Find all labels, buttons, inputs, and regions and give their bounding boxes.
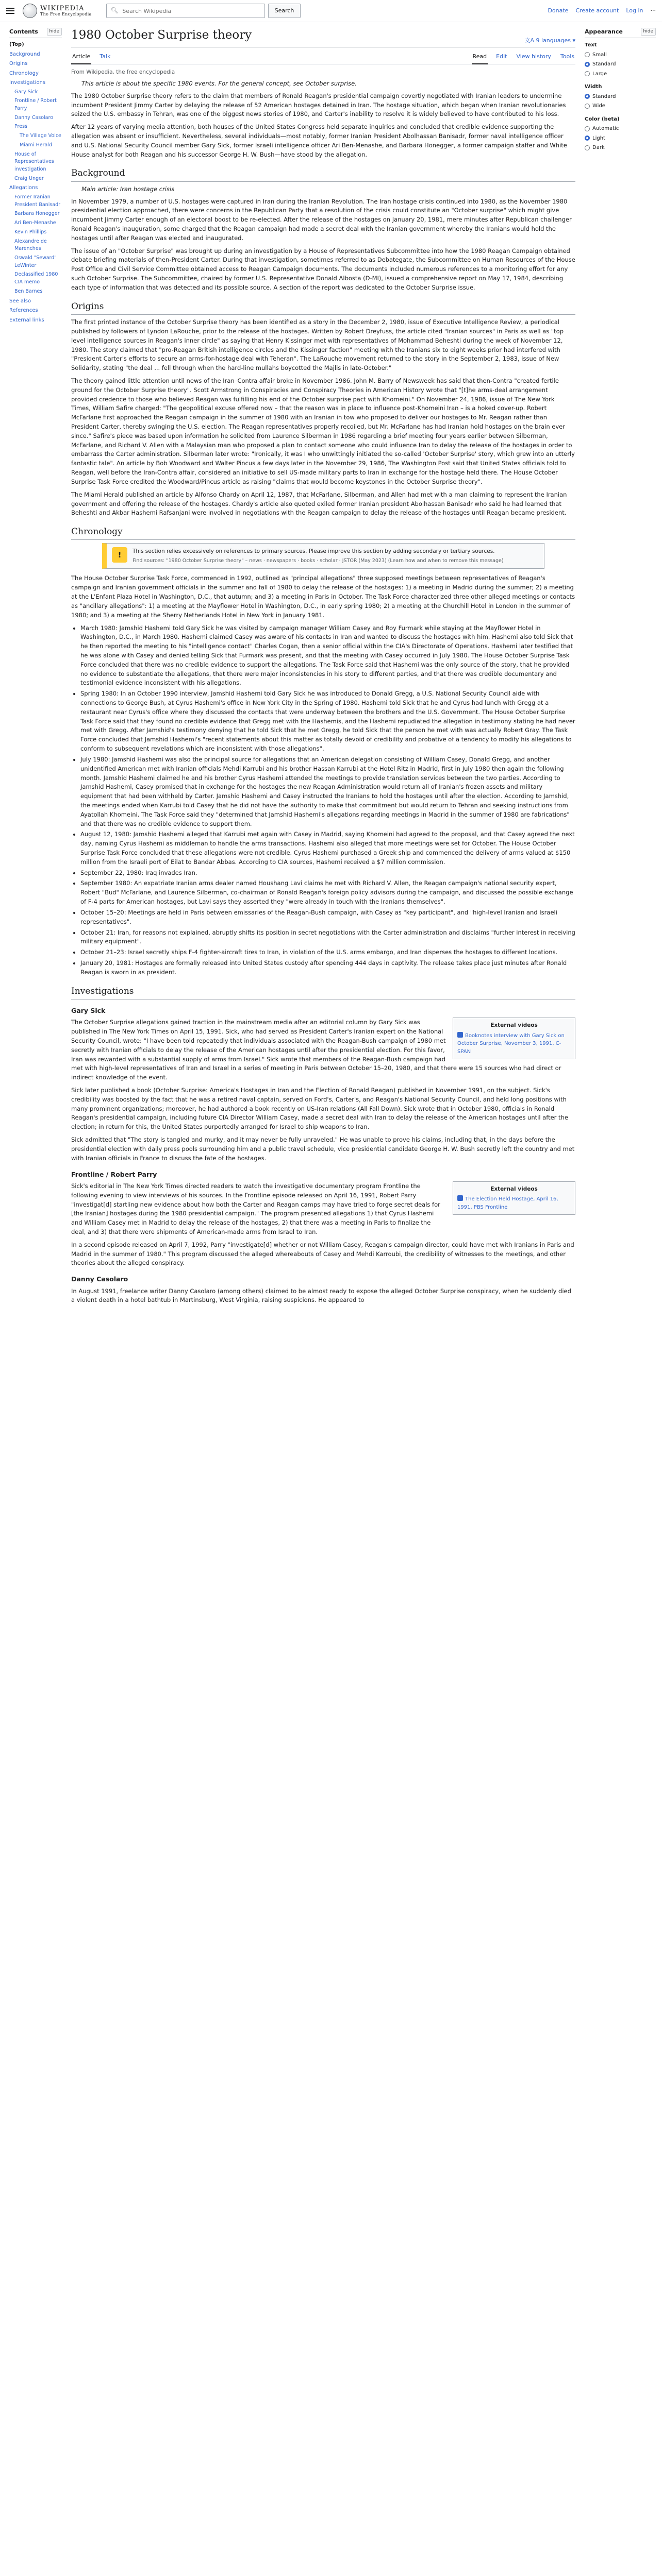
warning-icon: !: [112, 547, 127, 563]
languages-label: 9 languages: [536, 37, 571, 44]
text-size-radio[interactable]: [585, 60, 656, 69]
subsection-heading-frontline: Frontline / Robert Parry: [71, 1170, 157, 1178]
radio-circle-icon: [585, 52, 590, 57]
text-size-radio-label: Large: [592, 71, 607, 77]
toc-header: [9, 27, 62, 38]
search-input[interactable]: [121, 7, 260, 15]
width-radio[interactable]: [585, 93, 656, 101]
wordmark-text: WIKIPEDIA: [40, 4, 85, 12]
tab-article[interactable]: Article: [71, 49, 91, 64]
tab-read[interactable]: Read: [472, 49, 488, 64]
frontline-paragraph: Sick's editorial in The New York Times directed readers to watch the investigative documentary program Frontline the following evening to view interviews of his sources. In the Frontline episode released on April 16, 1991, Robert Parry "investigat[d] startling new evidence about how both the Carter and Reagan camps may have tried to forge secret deals for [the Iranian] hostages during the 1980 presidential campaign." The program presented allegations 1) that Cyrus Hashemi and William Casey met in Madrid to delay the release of the hostages, 2) that there was a meeting in Paris to finalize the deal, and 3) that there were shipments of American-made arms from Israel to Iran.: [71, 1182, 440, 1235]
toc-item[interactable]: See also: [9, 298, 31, 304]
external-video-link[interactable]: Booknotes interview with Gary Sick on October Surprise, November 3, 1991, C-SPAN: [457, 1032, 565, 1055]
frontline-paragraph: In a second episode released on April 7, 1992, Parry "investigate[d] whether or not William Casey, Reagan's campaign director, could have met with Iranians in Paris and Madrid in the summer of 1980." This program discussed the alleged whereabouts of Casey and Mehdi Karroubi, the credibility of witnesses to the meetings, and other theories about the alleged conspiracy.: [71, 1241, 574, 1267]
radio-circle-icon: [585, 126, 590, 131]
toc-item[interactable]: Craig Unger: [14, 175, 44, 181]
background-paragraph: The issue of an "October Surprise" was brought up during an investigation by a House of Representatives Subcommittee into how the 1980 Reagan Campaign obtained debate briefing materials of then-President Carter. During that investigation, sometimes referred to as Debategate, the Subcommittee on Human Resources of the House Post Office and Civil Service Committee obtained access to Reagan Campaign documents. The documents included numerous references to a monitoring effort for any such October Surprise. The Subcommittee, chaired by former U.S. Representative Donald Albosta (D-MI), issued a comprehensive report on May 17, 1984, describing each type of information that was detected and its possible source. A section of the report was dedicated to the October Surprise issue.: [71, 247, 575, 291]
color-radio[interactable]: [585, 134, 656, 143]
toc-item[interactable]: (Top): [9, 42, 24, 48]
intro-paragraph: After 12 years of varying media attention, both houses of the United States Congress held separate inquiries and concluded that credible evidence supporting the allegation was absent or insufficient. Nevertheless, several individuals—most notably, former Iranian President Abolhassan Banisadr, former naval intelligence officer and U.S. National Security Council member Gary Sick, former Israeli intelligence officer Ari Ben-Menashe, and Barbara Honegger, a former campaign staffer and White House analyst for both Reagan and his successor George H. W. Bush—have stood by the allegation.: [71, 123, 567, 158]
toc-item[interactable]: Danny Casolaro: [14, 114, 54, 121]
origins-paragraph: The first printed instance of the October Surprise theory has been identified as a story in the December 2, 1980, issue of Executive Intelligence Review, a periodical published by followers of Lyndon LaRouche, prior to the release of the hostages. Written by Robert Dreyfuss, the article cited "Iranian sources" in Paris as well as "top level intelligence sources in Reagan's inner circle" as saying that Henry Kissinger met with representatives of Mohammad Beheshti during the week of November 12, 1980. The story claimed that "pro-Reagan British intelligence circles and the Kissinger faction" meeting with the Iranians six to eight weeks prior had interfered with "President Carter's efforts to secure an arms-for-hostage deal with Teheran". The LaRouche movement returned to the story in the September 2, 1983, issue of New Solidarity, stating "the deal ... fell through when the hard-line mullahs boycotted the Majlis in late-October.": [71, 318, 564, 372]
text-size-radio[interactable]: [585, 51, 656, 59]
chronology-item: • October 15–20: Meetings are held in Paris between emissaries of the Reagan-Bush campaign, with Casey as "key participant", and "high-level Iranian and Israeli representatives".: [80, 908, 575, 927]
tab-view-history[interactable]: View history: [516, 53, 551, 60]
color-label: Color (beta): [585, 116, 620, 122]
section-heading-background: Background: [71, 166, 575, 181]
page-tabs: [71, 49, 575, 65]
radio-circle-icon: [585, 71, 590, 76]
text-size-radio-label: Standard: [592, 61, 616, 67]
article-content: [62, 22, 585, 1309]
notice-find-sources[interactable]: Find sources: "1980 October Surprise theory" – news · newspapers · books · scholar · JSTOR (May 2023) (Learn how and when to remove this message): [133, 557, 504, 564]
gary-sick-paragraph: The October Surprise allegations gained traction in the mainstream media after an editorial column by Gary Sick was published in The New York Times on April 15, 1991. Sick, who had served as President Carter's Iranian expert on the National Security Council, wrote: "I have been told repeatedly that individuals associated with the Reagan-Bush campaign of 1980 met secretly with Iranian officials to delay the release of the American hostages until after the presidential election. For this favor, Iran was rewarded with a substantial supply of arms from Israel." Sick wrote that members of the Reagan-Bush campaign had met with high-level representatives of Iran and Israel in a series of meeting in Paris between October 15–20, 1980, and that there were 15 sources who had direct or indirect knowledge of the event.: [71, 1019, 561, 1081]
external-videos-title: External videos: [490, 1022, 538, 1029]
chronology-item: • March 1980: Jamshid Hashemi told Gary Sick he was visited by campaign manager William Casey and Roy Furmark while staying at the Mayflower Hotel in Washington, D.C., in March 1980. Hashemi claimed Casey was aware of his contacts in Iran and wanted to discuss the hostages with him. Hashemi also told Sick that he then reported the meeting to his "intelligence contact" Charles Cogan, then a senior official within the CIA's Directorate of Operations. Hashemi later testified that he was alone with Casey and denied telling Sick that Furmark was present, and that the meeting with Casey occurred in July 1980. The House October Surprise Task Force concluded that there was no credible evidence to support the allegations. The Task Force said that Hashemi was the only source of the story, that he provided no evidence to substantiate the allegations, that there were major inconsistencies in his story to different parties, and that there was credible documentary and testimonial evidence inconsistent with his allegations.: [80, 624, 575, 688]
toc-item[interactable]: References: [9, 308, 38, 314]
toc-hide-button[interactable]: hide: [47, 28, 62, 36]
external-videos-box: [453, 1181, 575, 1215]
chronology-item: • September 22, 1980: Iraq invades Iran.: [80, 869, 575, 878]
wikipedia-logo[interactable]: [23, 4, 92, 18]
width-label: Width: [585, 84, 602, 90]
table-of-contents: [0, 22, 62, 1309]
tab-edit[interactable]: Edit: [496, 53, 507, 60]
user-links: [548, 6, 656, 15]
width-group: [585, 83, 656, 110]
chronology-item: • August 12, 1980: Jamshid Hashemi alleged that Karrubi met again with Casey in Madrid, saying Khomeini had agreed to the proposal, and that Casey agreed the next day, naming Cyrus Hashemi as middleman to handle the arms transactions. Hashemi also alleged that more meetings were set for October. The House October Surprise Task Force concluded that these allegations were not credible. Cyrus Hashemi purchased a Greek ship and commenced the delivery of arms valued at $150 million from the Israeli port of Eilat to Bandar Abbas. According to CIA sources, Hashemi received a $7 million commission.: [80, 830, 575, 867]
chronology-item: • October 21–23: Israel secretly ships F-4 fighter-aircraft tires to Iran, in violation of the U.S. arms embargo, and Iran disperses the hostages to different locations.: [80, 948, 575, 957]
toc-item[interactable]: Gary Sick: [14, 89, 38, 95]
text-size-label: Text: [585, 42, 597, 48]
background-paragraph: In November 1979, a number of U.S. hostages were captured in Iran during the Iranian Revolution. The Iran hostage crisis continued into 1980, as the November 1980 presidential election approached, there were concerns in the Republican Party that a resolution of the crisis could constitute an "October surprise" which might give incumbent Jimmy Carter enough of an electoral boost to be re-elected. After the release of the hostages on January 20, 1981, mere minutes after Republican challenger Ronald Reagan's inauguration, some charged that the Reagan campaign had made a secret deal with the Iranian government whereby the Iranians would hold the hostages until after Reagan was elected and inaugurated.: [71, 197, 572, 242]
toc-item[interactable]: Chronology: [9, 70, 39, 76]
page-title: 1980 October Surprise theory: [71, 28, 252, 42]
site-header: [0, 0, 662, 22]
radio-circle-icon: [585, 104, 590, 109]
toc-item[interactable]: Kevin Phillips: [14, 229, 47, 235]
hatnote: This article is about the specific 1980 events. For the general concept, see October surprise.: [81, 79, 357, 87]
toc-item[interactable]: Alexandre de Marenches: [14, 238, 47, 252]
toc-item[interactable]: House of Representatives investigation: [14, 151, 54, 173]
toc-item[interactable]: Ari Ben-Menashe: [14, 220, 56, 226]
title-row: [71, 26, 575, 47]
more-options-icon[interactable]: ···: [650, 7, 656, 14]
radio-circle-icon: [585, 135, 590, 141]
color-radio[interactable]: [585, 125, 656, 133]
radio-circle-icon: [585, 145, 590, 150]
chronology-item: • January 20, 1981: Hostages are formally released into United States custody after spending 444 days in captivity. The release takes place just minutes after Ronald Reagan is sworn in as president.: [80, 959, 575, 977]
chronology-item: • Spring 1980: In an October 1990 interview, Jamshid Hashemi told Gary Sick he was introduced to Donald Gregg, a U.S. National Security Council aide with connections to George Bush, at Cyrus Hashemi's office in New York City in the Spring of 1980. Hashemi told Sick that he and Cyrus had lunch with Gregg at a restaurant near Cyrus's office where they discussed the contacts that were underway between the brothers and the U.S. Government. The House October Surprise Task Force said that they found no credible evidence that Gregg met with the Hashemis, and the Hashemi repudiated the allegation in testimony stating he had never met with Gregg. After Jamshid's testimony denying that he told Sick that he met Gregg, he told Sick that the person he met with was actually Robert Gray. The Task Force concluded that Jamshid Hashemi's "recent statements about this matter as totally devoid of credibility and probative of a tendency to modify his allegations to conform to subsequent revelations which are inconsistent with those allegations".: [80, 689, 575, 754]
toc-list: [9, 41, 62, 324]
video-icon: [457, 1032, 463, 1038]
section-heading-origins: Origins: [71, 300, 575, 315]
section-heading-chronology: Chronology: [71, 525, 575, 540]
search-box[interactable]: [106, 4, 265, 18]
color-radio-label: Light: [592, 135, 605, 141]
origins-paragraph: The Miami Herald published an article by Alfonso Chardy on April 12, 1987, that McFarlane, Silberman, and Allen had met with a man claiming to represent the Iranian government and offering the release of the hostages. Chardy's article also quoted exiled former Iranian president Abolhassan Banisadr who said he had learned that Beheshti and Akbar Hashemi Rafsanjani were involved in negotiations with the Reagan campaign to delay the release of the hostages until Reagan became president.: [71, 490, 567, 517]
wordmark: [40, 5, 92, 16]
external-video-link[interactable]: The Election Held Hostage, April 16, 1991, PBS Frontline: [457, 1196, 558, 1210]
subsection-heading-casolaro: Danny Casolaro: [71, 1275, 128, 1283]
search-button[interactable]: Search: [268, 4, 301, 18]
toc-title: Contents: [9, 28, 38, 35]
chronology-item: • July 1980: Jamshid Hashemi was also the principal source for allegations that an American delegation consisting of William Casey, Donald Gregg, and another unidentified American met with Iranian officials Mehdi Karrubi and his brother Hassan Karrubi at the Hotel Ritz in Madrid, first in July 1980 then again the following month. Jamshid Hashemi claimed he and his brother Cyrus Hashemi attended the meetings to provide translation services between the two parties. According to Jamshid Hashemi, Casey promised that in exchange for the hostages the new Reagan Administration would return all of Iranian's frozen assets and military equipment that had been withheld by Carter. Jamshid Hashemi and Casey instructed the Iranians to hold the hostages until after the election. According to Jamshid, the meetings ended when Karrubi told Casey that he did not have the authority to make that commitment but would return to Tehran and seeking instructions from Ayatollah Khomeini. The Task Force said they "determined that Jamshid Hashemi's allegations regarding meetings in Madrid in the summer of 1980 are fabrications" and that there was no credible evidence to support them.: [80, 755, 575, 829]
toc-item[interactable]: Frontline / Robert Parry: [14, 98, 57, 111]
radio-circle-icon: [585, 94, 590, 99]
toc-item[interactable]: Background: [9, 51, 40, 57]
width-radio[interactable]: [585, 102, 656, 110]
toc-item[interactable]: Ben Barnes: [14, 288, 43, 294]
chronology-item: • September 1980: An expatriate Iranian arms dealer named Houshang Lavi claims he met with Richard V. Allen, the Reagan campaign's national security expert, Robert "Bud" McFarlane, and Laurence Silberman, co-chairman of Ronald Reagan's foreign policy advisors during the campaign, and discussed the possible exchange of F-4 parts for American hostages, but Lavi says they asserted they "were already in touch with the Iranians themselves".: [80, 879, 575, 906]
color-radio-label: Dark: [592, 145, 605, 151]
color-group: [585, 115, 656, 152]
log-in-link[interactable]: Log in: [626, 7, 643, 14]
toc-item[interactable]: Press: [14, 124, 28, 130]
tab-talk[interactable]: Talk: [100, 53, 111, 60]
appearance-panel: [585, 22, 662, 1309]
subsection-heading-gary-sick: Gary Sick: [71, 1006, 106, 1014]
external-videos-title: External videos: [490, 1185, 538, 1192]
gary-sick-paragraph: Sick admitted that "The story is tangled and murky, and it may never be fully unraveled." He was unable to prove his claims, including that, in the days before the presidential election with daily press pools surrounding him and a public travel schedule, vice presidential candidate George H. W. Bush secretly left the country and met with Iranian officials in France to discuss the fate of the hostages.: [71, 1136, 575, 1162]
donate-link[interactable]: Donate: [548, 7, 569, 14]
toc-item[interactable]: Oswald "Seward" LeWinter: [14, 255, 57, 268]
color-radio[interactable]: [585, 144, 656, 152]
video-icon: [457, 1195, 463, 1201]
main-menu-icon[interactable]: [6, 5, 18, 16]
toc-item[interactable]: External links: [9, 317, 44, 323]
toc-item[interactable]: Origins: [9, 61, 28, 67]
primary-sources-notice: [102, 543, 544, 569]
toc-item[interactable]: Miami Herald: [20, 142, 52, 148]
width-radio-label: Standard: [592, 93, 616, 99]
toc-item[interactable]: Declassified 1980 CIA memo: [14, 272, 58, 285]
chronology-list: [80, 624, 575, 977]
text-size-group: [585, 41, 656, 78]
toc-item[interactable]: Former Iranian President Banisadr: [14, 194, 61, 208]
external-videos-box: [453, 1018, 575, 1059]
from-wikipedia: From Wikipedia, the free encyclopedia: [71, 69, 175, 75]
notice-text: This section relies excessively on references to primary sources. Please improve this section by adding secondary or tertiary sources.: [133, 548, 495, 555]
toc-item[interactable]: The Village Voice: [20, 133, 61, 139]
origins-paragraph: The theory gained little attention until news of the Iran–Contra affair broke in November 1986. John M. Barry of Newsweek has said that then-Contra "created fertile ground for the October Surprise theory". Scott Armstrong in Conspiracies and Conspiracy Theories in American History wrote that "[t]he arms-deal arrangement provided credence to those who believed Reagan was fulfilling his end of the October surprise pact with Khomeini." On November 24, 1986, issue of The New York Times, William Safire charged: "The geopolitical excuse offered now – that the reason was in place to influence post-Khomeini Iran – is a hoked cover-up. Robert McFarlane first approached the Reagan campaign in the summer of 1980 with an Iranian in tow who proposed to deliver our hostages to Mr. Reagan rather than President Carter, thereby swinging the U.S. election. The Reagan representatives properly recoiled, but Mr. McFarlane has had Iranian hold hostages on the brain ever since." Safire's piece was based upon information he solicited from Laurence Silberman in 1986 regarding a brief meeting four years earlier between Silberman, McFarlane, and Richard V. Allen with a Malaysian man who proposed a plan to contact someone who could influence Iran to delay the release of the hostages in order to embarrass the Carter administration. Silberman later wrote: "Ironically, it was I who unwittingly initiated the so-called 'October Surprise' story, which grew into an utterly fantastic tale". An article by Bob Woodward and Walter Pincus a few days later in the November 29, 1986, The Washington Post said that United States officials told to Reagan, well before the Iran-Contra affair, considered an initiative to sell US-made military parts to Iran in exchange for the hostage held there. The House October Surprise Task Force credited the Woodward/Pincus article as raising "claims that would become keystones in the October Surprise theory".: [71, 377, 575, 485]
create-account-link[interactable]: Create account: [575, 7, 619, 14]
radio-circle-icon: [585, 62, 590, 67]
search-icon: 🔍︎: [110, 7, 119, 14]
tab-tools[interactable]: Tools: [560, 53, 574, 60]
chronology-item: • October 21: Iran, for reasons not explained, abruptly shifts its position in secret negotiations with the Carter administration and disclaims "further interest in receiving military equipment".: [80, 928, 575, 947]
text-size-radio-label: Small: [592, 52, 607, 58]
text-size-radio[interactable]: [585, 70, 656, 78]
width-radio-label: Wide: [592, 103, 605, 109]
main-article-note: Main article: Iran hostage crisis: [81, 185, 175, 193]
intro-paragraph: The 1980 October Surprise theory refers to the claim that members of Ronald Reagan's presidential campaign covertly negotiated with Iranian leaders to undermine incumbent President Jimmy Carter by delaying the release of 52 American hostages detained in Iran. The hostage situation, which began when Iranian revolutionaries seized the U.S. embassy in Tehran, was one of the biggest news stories of 1980, and Carter's inability to resolve it is widely believed to have contributed to his loss.: [71, 92, 566, 118]
tagline: The Free Encyclopedia: [40, 11, 92, 16]
appearance-title: Appearance: [585, 28, 623, 35]
appearance-hide-button[interactable]: hide: [641, 28, 656, 36]
gary-sick-paragraph: Sick later published a book (October Surprise: America's Hostages in Iran and the Election of Ronald Reagan) published in November 1991, on the subject. Sick's credibility was boosted by the fact that he was a retired naval captain, served on Ford's, Carter's, and Reagan's National Security Council, and held long positions with many prominent organizations; moreover, he had authored a book recently on US-Iran relations (All Fall Down). Sick wrote that in October 1980, officials in Ronald Reagan's presidential campaign, including future CIA Director William Casey, made a secret deal with Iran to delay the release of the American hostages until after the election; in return for this, the United States purportedly arranged for Israel to ship weapons to Iran.: [71, 1087, 568, 1131]
globe-icon: [23, 4, 37, 18]
appearance-header: [585, 27, 656, 38]
chronology-intro: The House October Surprise Task Force, commenced in 1992, outlined as "principal allegations" three supposed meetings between representatives of Reagan's campaign and Iranian government officials in the summer and fall of 1980 to delay the release of the hostages: 1) a meeting in Madrid during the summer; 2) a meeting at the L'Enfant Plaza Hotel in Washington, D.C., that autumn; and 3) a meeting in Paris in October. The Task Force characterized three other alleged meetings or contacts as "ancillary allegations": 1) a meeting at the Mayflower Hotel in Washington, D.C., in early spring 1980; 2) a meeting at the Churchill Hotel in London in the summer of 1980; and 3) a meeting at the Sherry Netherlands Hotel in New York in January 1981.: [71, 574, 575, 619]
toc-item[interactable]: Barbara Honegger: [14, 211, 60, 217]
toc-item[interactable]: Allegations: [9, 185, 38, 191]
casolaro-paragraph: In August 1991, freelance writer Danny Casolaro (among others) claimed to be almost ready to expose the alleged October Surprise conspiracy, when he suddenly died a violent death in a hotel bathtub in Martinsburg, West Virginia, raising suspicions. He appeared to: [71, 1287, 571, 1304]
languages-button[interactable]: 文A 9 languages ▾: [524, 37, 575, 44]
section-heading-investigations: Investigations: [71, 985, 575, 999]
color-radio-label: Automatic: [592, 126, 619, 132]
toc-item[interactable]: Investigations: [9, 80, 46, 86]
